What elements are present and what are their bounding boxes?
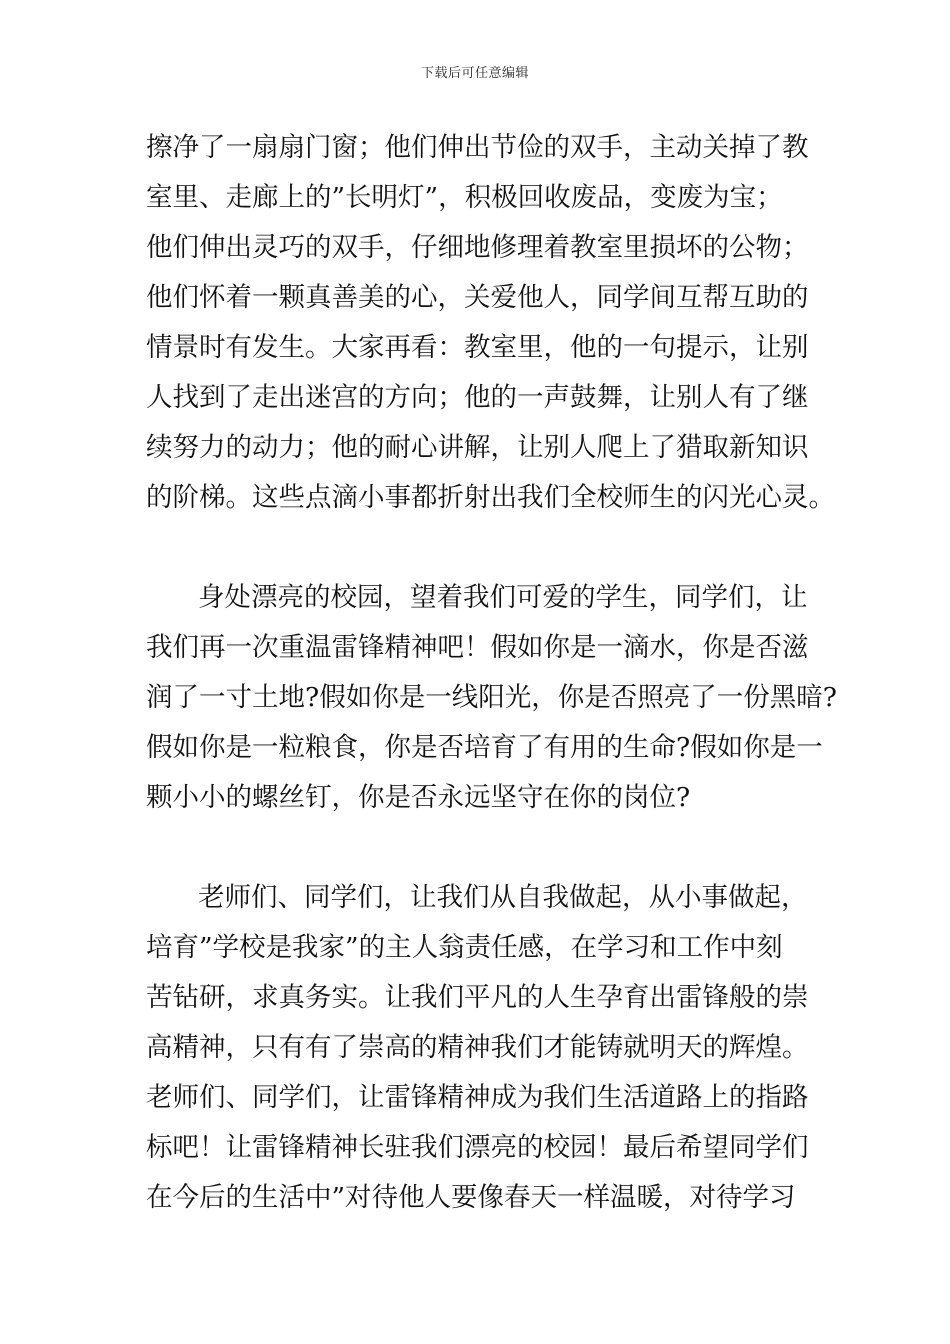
text-line: 身处漂亮的校园，望着我们可爱的学生，同学们，让: [198, 582, 808, 613]
text-line: 假如你是一粒粮食，你是否培育了有用的生命?假如你是一: [146, 732, 823, 763]
text-line: 室里、走廊上的”长明灯”，积极回收废品，变废为宝；: [146, 182, 783, 213]
text-line: 他们伸出灵巧的双手，仔细地修理着教室里损坏的公物；: [146, 232, 809, 263]
text-line: 培育”学校是我家”的主人翁责任感，在学习和工作中刻: [146, 932, 783, 963]
page-header: 下载后可任意编辑: [420, 66, 529, 81]
text-line: 标吧！让雷锋精神长驻我们漂亮的校园！最后希望同学们: [146, 1132, 809, 1163]
text-line: 他们怀着一颗真善美的心，关爱他人，同学间互帮互助的: [146, 282, 809, 313]
text-line: 在今后的生活中”对待他人要像春天一样温暖，对待学习: [146, 1182, 796, 1213]
text-line: 人找到了走出迷宫的方向；他的一声鼓舞，让别人有了继: [146, 382, 809, 413]
text-line: 颗小小的螺丝钉，你是否永远坚守在你的岗位?: [146, 782, 691, 813]
text-line: 老师们、同学们，让雷锋精神成为我们生活道路上的指路: [146, 1082, 809, 1113]
text-line: 的阶梯。这些点滴小事都折射出我们全校师生的闪光心灵。: [146, 482, 835, 513]
text-line: 高精神，只有有了崇高的精神我们才能铸就明天的辉煌。: [146, 1032, 809, 1063]
text-line: 润了一寸土地?假如你是一线阳光，你是否照亮了一份黑暗?: [146, 682, 837, 713]
text-line: 情景时有发生。大家再看：教室里，他的一句提示，让别: [146, 332, 809, 363]
text-line: 我们再一次重温雷锋精神吧！假如你是一滴水，你是否滋: [146, 632, 809, 663]
text-line: 续努力的动力；他的耐心讲解，让别人爬上了猎取新知识: [146, 432, 809, 463]
text-line: 擦净了一扇扇门窗；他们伸出节俭的双手，主动关掉了教: [146, 132, 809, 163]
text-line: 老师们、同学们，让我们从自我做起，从小事做起，: [198, 882, 808, 913]
text-line: 苦钻研，求真务实。让我们平凡的人生孕育出雷锋般的崇: [146, 982, 809, 1013]
